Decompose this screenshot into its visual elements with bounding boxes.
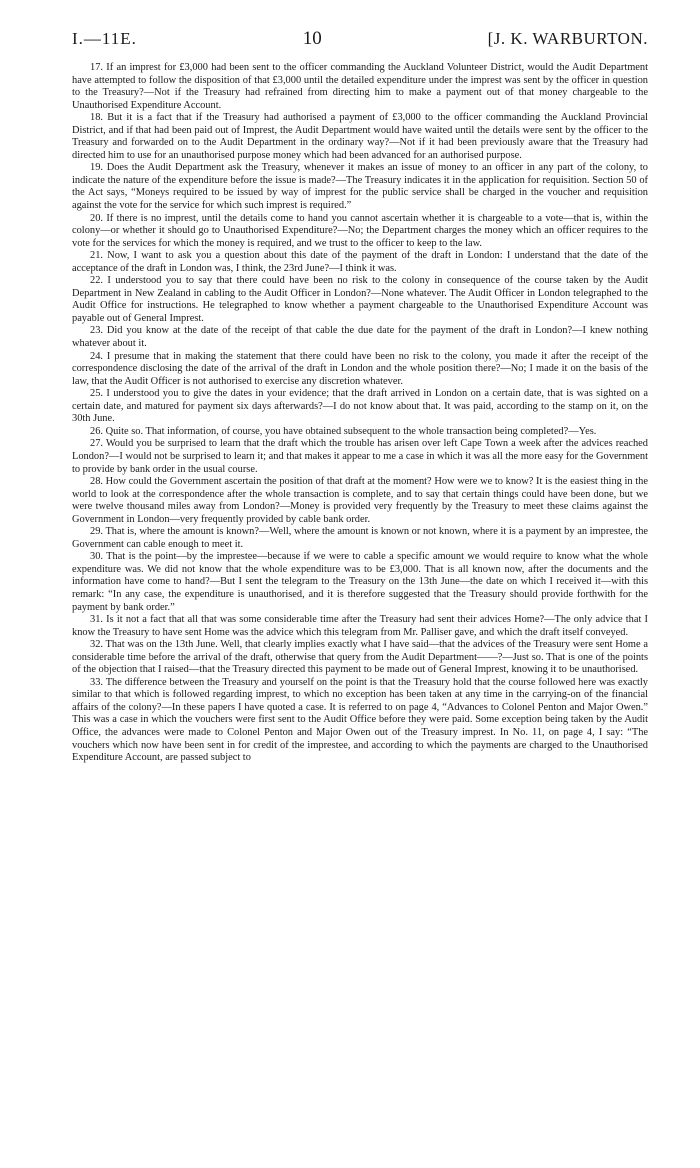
question-paragraph: 29. That is, where the amount is known?—Well, where the amount is known or not known, where it is a payment by an imprestee, the Government can cable enough to meet it. — [72, 526, 648, 550]
question-paragraph: 27. Would you be surprised to learn that the draft which the trouble has arisen over left Cape Town a week after the advices reached London?—I would not be surprised to learn it; and that makes it appear to me a case in which it was all the more easy for the Government to provide by bank order in the usual course. — [72, 438, 648, 475]
question-paragraph: 17. If an imprest for £3,000 had been sent to the officer commanding the Auckland Volunteer District, would the Audit Department have attempted to follow the disposition of that £3,000 until the detailed expenditure under the imprest was sent by the officer in question to the Treasury?—Not if the Treasury had refrained from directing him to make a payment out of that money chargeable to the Unauthorised Expenditure Account. — [72, 62, 648, 111]
question-paragraph: 22. I understood you to say that there could have been no risk to the colony in consequence of the course taken by the Audit Department in New Zealand in cabling to the Audit Officer in London?—None whatever. The Audit Officer in London telegraphed to the Audit Office for instructions. He telegraphed to know whether a payment chargeable to the Unauthorised Expenditure Account was payable out of General Imprest. — [72, 275, 648, 324]
witness-name: [J. K. WARBURTON. — [487, 29, 648, 48]
question-paragraph: 20. If there is no imprest, until the details come to hand you cannot ascertain whether it is chargeable to a vote—that is, within the colony—or whether it should go to Unauthorised Expenditure?—No; the Department charges the money which an officer requires to the vote for the services for which the money is required, and we trust to the officer to keep to the law. — [72, 212, 648, 249]
question-paragraph: 26. Quite so. That information, of course, you have obtained subsequent to the whole transaction being completed?—Yes. — [90, 425, 597, 437]
question-paragraph: 28. How could the Government ascertain the position of that draft at the moment? How were we to know? It is the easiest thing in the world to look at the correspondence after the whole transaction is complete, and to say that certain things could have been done, but we were twelve thousand miles away from London?—Money is provided very frequently by the Treasury to meet these claims against the Government in London—very frequently provided by cable bank order. — [72, 476, 648, 525]
question-paragraph: 25. I understood you to give the dates in your evidence; that the draft arrived in London on a certain date, that is was sighted on a certain date, and matured for payment six days afterwards?—I do not know about that. It was paid, according to the stamp on it, on the 30th June. — [72, 388, 648, 425]
page-number: 10 — [302, 28, 322, 49]
question-paragraph: 24. I presume that in making the statement that there could have been no risk to the colony, you made it after the receipt of the correspondence disclosing the date of the arrival of the draft in London and the whole position there?—No; I made it on the basis of the law, that the Audit Officer is not authorised to exercise any discretion whatever. — [72, 350, 648, 387]
paper-reference: I.—11E. — [72, 29, 137, 48]
page-header — [72, 28, 648, 50]
question-paragraph: 18. But it is a fact that if the Treasury had authorised a payment of £3,000 to the officer commanding the Auckland Provincial District, and if that had been paid out of Imprest, the Audit Department would have waited until the details were sent by the officer to the Treasury and forwarded on to the Audit Department in the ordinary way?—Not if it had been previously aware that the Treasury had directed him to use for an unauthorised purpose money which had been advanced for an authorised purpose. — [72, 112, 648, 161]
question-paragraph: 33. The difference between the Treasury and yourself on the point is that the Treasury hold that the course followed here was exactly similar to that which is followed regarding imprest, to which no exception has been taken at any time in the carrying-on of the financial affairs of the colony?—In these papers I have quoted a case. It is referred to on page 4, “Advances to Colonel Penton and Major Owen.” This was a case in which the vouchers were first sent to the Audit Office before they were paid. Some exception being taken by the Audit Office, the advances were made to Colonel Penton and Major Owen out of the Treasury imprest. In No. 11, on page 4, I say: “The vouchers which now have been sent in for credit of the imprestee, and according to which the payments are charged to the Unauthorised Expenditure Account, are passed subject to — [72, 676, 648, 764]
question-paragraph: 30. That is the point—by the imprestee—because if we were to cable a specific amount we would require to know what the whole expenditure was. We did not know that the whole expenditure was to be £3,000. That is all known now, after the documents and the information have come to hand?—But I sent the telegram to the Treasury on the 13th June—the date on which I received it—with this remark: “In any case, the expenditure is unauthorised, and it is therefore suggested that the Treasury should provide forthwith for the payment by bank order.” — [72, 551, 648, 613]
question-paragraph: 21. Now, I want to ask you a question about this date of the payment of the draft in London: I understand that the date of the acceptance of the draft in London was, I think, the 23rd June?—I think it was. — [72, 250, 648, 274]
document-body — [72, 62, 648, 765]
question-paragraph: 32. That was on the 13th June. Well, that clearly implies exactly what I have said—that the advices of the Treasury were sent Home a considerable time before the arrival of the draft, otherwise that query from the Audit Department——?—Just so. That is one of the points of the objection that I raised—that the Treasury directed this payment to be made out of General Imprest, knowing it to be unauthorised. — [72, 639, 648, 676]
question-paragraph: 19. Does the Audit Department ask the Treasury, whenever it makes an issue of money to an officer in any part of the colony, to indicate the nature of the expenditure before the issue is made?—The Treasury indicates it in the application for requisition. Section 50 of the Act says, “Moneys required to be issued by way of imprest for the public service shall be charged in the voucher and requisition against the vote for the service for which such imprest is required.” — [72, 162, 648, 212]
question-paragraph: 31. Is it not a fact that all that was some considerable time after the Treasury had sent their advices Home?—The only advice that I know the Treasury to have sent Home was the advice which this telegram from Mr. Palliser gave, and which the draft itself conveyed. — [72, 614, 648, 638]
question-paragraph: 23. Did you know at the date of the receipt of that cable the due date for the payment of the draft in London?—I knew nothing whatever about it. — [72, 325, 648, 350]
